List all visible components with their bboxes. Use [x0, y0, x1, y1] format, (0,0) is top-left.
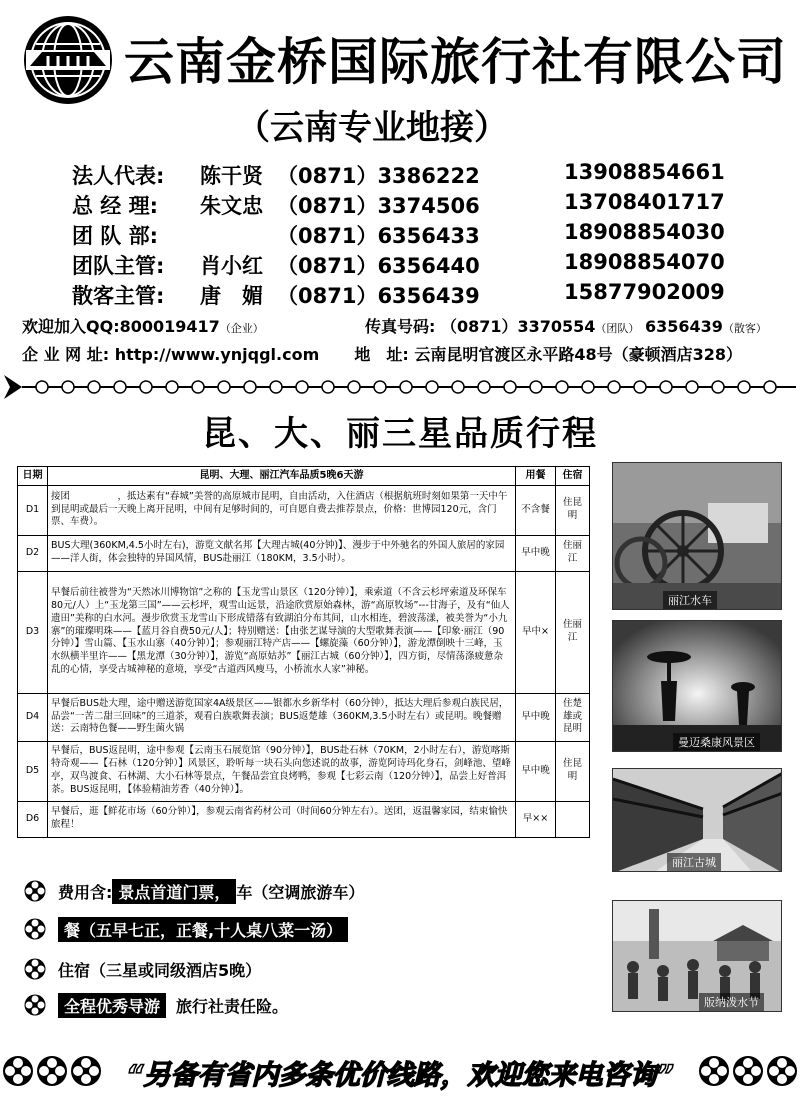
contact-mobile: 13708401717	[564, 190, 725, 214]
contact-tel: （0871）6356433	[277, 224, 480, 248]
divider-dot	[738, 381, 750, 393]
header-day: 日期	[18, 467, 48, 486]
header-meal: 用餐	[516, 467, 556, 486]
guide-rest: 旅行社责任险。	[176, 996, 289, 1016]
row-stay	[556, 801, 590, 837]
row-stay: 住昆明	[556, 741, 590, 801]
contact-row	[72, 220, 732, 250]
qq-note: （企业）	[219, 322, 264, 335]
itinerary-table	[17, 466, 590, 838]
flower-bullet-icon	[24, 958, 46, 980]
divider-dot	[218, 381, 230, 393]
contact-mobile: 13908854661	[564, 160, 725, 184]
qq-fax-row	[22, 314, 782, 337]
row-stay: 住丽江	[556, 535, 590, 571]
divider-dot	[62, 381, 74, 393]
contact-row	[72, 280, 732, 310]
divider-dot	[374, 381, 386, 393]
contact-name: 陈干贤	[200, 164, 263, 188]
row-desc: 早餐后，BUS返昆明，途中参观【云南玉石展览馆（90分钟）】，BUS赴石林（70KM，2小时左右），游览喀斯特奇观——【石林（120分钟）】风景区，聆听每一块石头向您述说的故事，游览阿诗玛化身石，剑峰池、望峰亭，双鸟渡食、石林湖、大小石林等景点，午餐品尝宜良烤鸭，参观【七彩云南（120分钟）】，品尝上好普洱茶。BUS返昆明，【体验精油芳香（40分钟）】。	[48, 741, 516, 801]
divider-dot	[400, 381, 412, 393]
fee-label: 费用含:	[58, 882, 113, 902]
row-meal: 早中×	[516, 571, 556, 693]
contact-row	[72, 190, 732, 220]
table-row	[18, 571, 590, 693]
contact-row	[72, 250, 732, 280]
divider-dot	[764, 381, 776, 393]
photo-lijiang-waterwheel	[612, 462, 782, 610]
row-meal: 早××	[516, 801, 556, 837]
row-meal: 早中晚	[516, 535, 556, 571]
divider-dot	[504, 381, 516, 393]
divider-dot	[88, 381, 100, 393]
company-logo-globe-icon	[22, 14, 114, 106]
address-label: 地 址:	[354, 345, 409, 364]
photo-caption: 丽江水车	[663, 591, 717, 609]
meal-line	[24, 914, 348, 944]
photo-scenic-area	[612, 620, 782, 752]
row-stay: 住丽江	[556, 571, 590, 693]
contact-name: 肖小红	[200, 254, 263, 278]
flower-bullet-icon	[24, 880, 46, 902]
lodging-line	[24, 954, 261, 984]
meal-text: 餐（五早七正，正餐,十人桌八菜一汤）	[58, 917, 348, 942]
contact-mobile: 18908854030	[564, 220, 725, 244]
contact-tel: （0871）6356439	[277, 284, 480, 308]
contact-mobile: 18908854070	[564, 250, 725, 274]
contact-role: 散客主管:	[72, 284, 165, 308]
contact-tel: （0871）3386222	[277, 164, 480, 188]
contact-tel: （0871）6356440	[277, 254, 480, 278]
table-header-row	[18, 467, 590, 486]
divider-dot	[426, 381, 438, 393]
header-title: 昆明、大理、丽江汽车品质5晚6天游	[48, 467, 516, 486]
contact-mobile: 15877902009	[564, 280, 725, 304]
row-desc: 早餐后BUS赴大理，途中赠送游览国家4A级景区——银都水乡新华村（60分钟），抵达大理后参观白族民居，品尝“一苦二甜三回味”的三道茶，观看白族歌舞表演；BUS返楚雄（360KM,3.5小时左右）或昆明。晚餐赠送：云南特色餐——野生菌火锅	[48, 693, 516, 741]
divider-dot	[140, 381, 152, 393]
divider-dot	[36, 381, 48, 393]
table-row	[18, 535, 590, 571]
lodging-text: 住宿（三星或同级酒店5晚）	[58, 960, 262, 980]
fax-value-individual: 6356439	[645, 317, 723, 336]
divider-dot	[582, 381, 594, 393]
divider-dot	[244, 381, 256, 393]
divider-dot	[712, 381, 724, 393]
divider-dot	[452, 381, 464, 393]
table-row	[18, 741, 590, 801]
web-address-row	[22, 342, 782, 365]
row-desc: 接团 ，抵达素有“春城”美誉的高原城市昆明，自由活动，入住酒店（根据航班时刻如果第一天中午到昆明或最后一天晚上离开昆明，中间有足够时间的，可自愿自费去推荐景点，价格：世博园120元，含门票、车费）。	[48, 485, 516, 535]
divider-dot	[114, 381, 126, 393]
fax-note-individual: （散客）	[722, 322, 767, 335]
company-subtitle: （云南专业地接）	[236, 108, 508, 148]
contact-role: 团队主管:	[72, 254, 165, 278]
table-row	[18, 693, 590, 741]
qq-label: 欢迎加入QQ:	[22, 317, 120, 336]
divider-dot	[608, 381, 620, 393]
web-url[interactable]: http://www.ynjqgl.com	[114, 345, 320, 364]
header-stay: 住宿	[556, 467, 590, 486]
photo-lijiang-old-town	[612, 768, 782, 872]
row-day: D6	[18, 801, 48, 837]
fax-label: 传真号码:	[364, 317, 436, 336]
fax-value-team: （0871）3370554	[440, 317, 596, 336]
divider-dot	[686, 381, 698, 393]
row-day: D1	[18, 485, 48, 535]
divider-dot	[322, 381, 334, 393]
table-row	[18, 485, 590, 535]
route-title: 昆、大、丽三星品质行程	[202, 414, 598, 454]
row-day: D4	[18, 693, 48, 741]
divider-dot	[296, 381, 308, 393]
row-desc: 早餐后前往被誉为“天然冰川博物馆”之称的【玉龙雪山景区（120分钟）】，乘索道（不含云杉坪索道及环保车80元/人）上“玉龙第三国”——云杉坪，观雪山远景，沿途欣赏原始森林，游“高原牧场”---甘海子，及有“仙人遗田”美称的白水河。漫步欣赏玉龙雪山下形成错落有致湖泊分布其间，山水相连，碧波荡漾，被美誉为“小九寨”的璀璨明珠——【蓝月谷自费50元/人】；特别赠送：【由张艺谋导演的大型歌舞表演——【印象·丽江（90分钟）】雪山篇、【玉水山寨（40分钟）】；参观丽江特产店——【螺旋藻（60分钟）】，游龙潭倒映十三峰，玉水纵横半里许——【黑龙潭（30分钟）】，游览“高原姑苏”【丽江古城（60分钟）】，四方街，尽情荡涤疲惫杂乱的心情，享受古城神秘的意境，享受“古道西风瘦马，小桥流水人家”神秘。	[48, 571, 516, 693]
contact-row	[72, 160, 732, 190]
row-day: D2	[18, 535, 48, 571]
fee-highlight: 景点首道门票，	[112, 879, 236, 904]
dotted-arrow-divider	[0, 373, 800, 401]
row-meal: 不含餐	[516, 485, 556, 535]
qq-value: 800019417	[119, 317, 220, 336]
row-day: D5	[18, 741, 48, 801]
divider-dot	[192, 381, 204, 393]
fee-included-line	[24, 876, 364, 906]
row-desc: BUS大理(360KM,4.5小时左右)，游览文献名邦【大理古城(40分钟)】、漫步于中外驰名的外国人旅居的家园——洋人街，体会独特的异国风情，BUS赴丽江（180KM，3.5小时）。	[48, 535, 516, 571]
row-meal: 早中晚	[516, 741, 556, 801]
address-value: 云南昆明官渡区永平路48号（豪顿酒店328）	[414, 345, 743, 364]
contact-name: 朱文忠	[200, 194, 263, 218]
divider-dot	[530, 381, 542, 393]
contact-tel: （0871）3374506	[277, 194, 480, 218]
photo-caption: 曼迈桑康风景区	[673, 733, 760, 751]
row-desc: 早餐后，逛【鲜花市场（60分钟）】，参观云南省药材公司（时间60分钟左右）。送团，返温馨家园，结束愉快旅程！	[48, 801, 516, 837]
row-meal: 早中晚	[516, 693, 556, 741]
photo-caption: 丽江古城	[667, 853, 721, 871]
footer-slogan: “另备有省内多条优价线路，欢迎您来电咨询”	[126, 1060, 674, 1091]
guide-highlight: 全程优秀导游	[58, 993, 166, 1018]
fee-rest: 车（空调旅游车）	[236, 882, 365, 902]
web-label: 企 业 网 址:	[22, 345, 110, 364]
row-stay: 住昆明	[556, 485, 590, 535]
contact-role: 团 队 部:	[72, 224, 159, 248]
contact-role: 法人代表:	[72, 164, 165, 188]
divider-dot	[556, 381, 568, 393]
guide-line	[24, 990, 288, 1020]
row-stay: 住楚雄或昆明	[556, 693, 590, 741]
divider-dot	[166, 381, 178, 393]
photo-caption: 版纳泼水节	[699, 993, 764, 1011]
table-row	[18, 801, 590, 837]
divider-dot	[478, 381, 490, 393]
divider-dot	[270, 381, 282, 393]
contact-name: 唐 媚	[200, 284, 263, 308]
row-day: D3	[18, 571, 48, 693]
divider-dot	[634, 381, 646, 393]
contact-role: 总 经 理:	[72, 194, 159, 218]
flower-bullet-icon	[24, 918, 46, 940]
divider-dot	[660, 381, 672, 393]
photo-water-festival	[612, 900, 782, 1012]
divider-dot	[348, 381, 360, 393]
fax-note-team: （团队）	[595, 322, 640, 335]
company-name: 云南金桥国际旅行社有限公司	[124, 33, 787, 91]
flower-bullet-icon	[24, 994, 46, 1016]
